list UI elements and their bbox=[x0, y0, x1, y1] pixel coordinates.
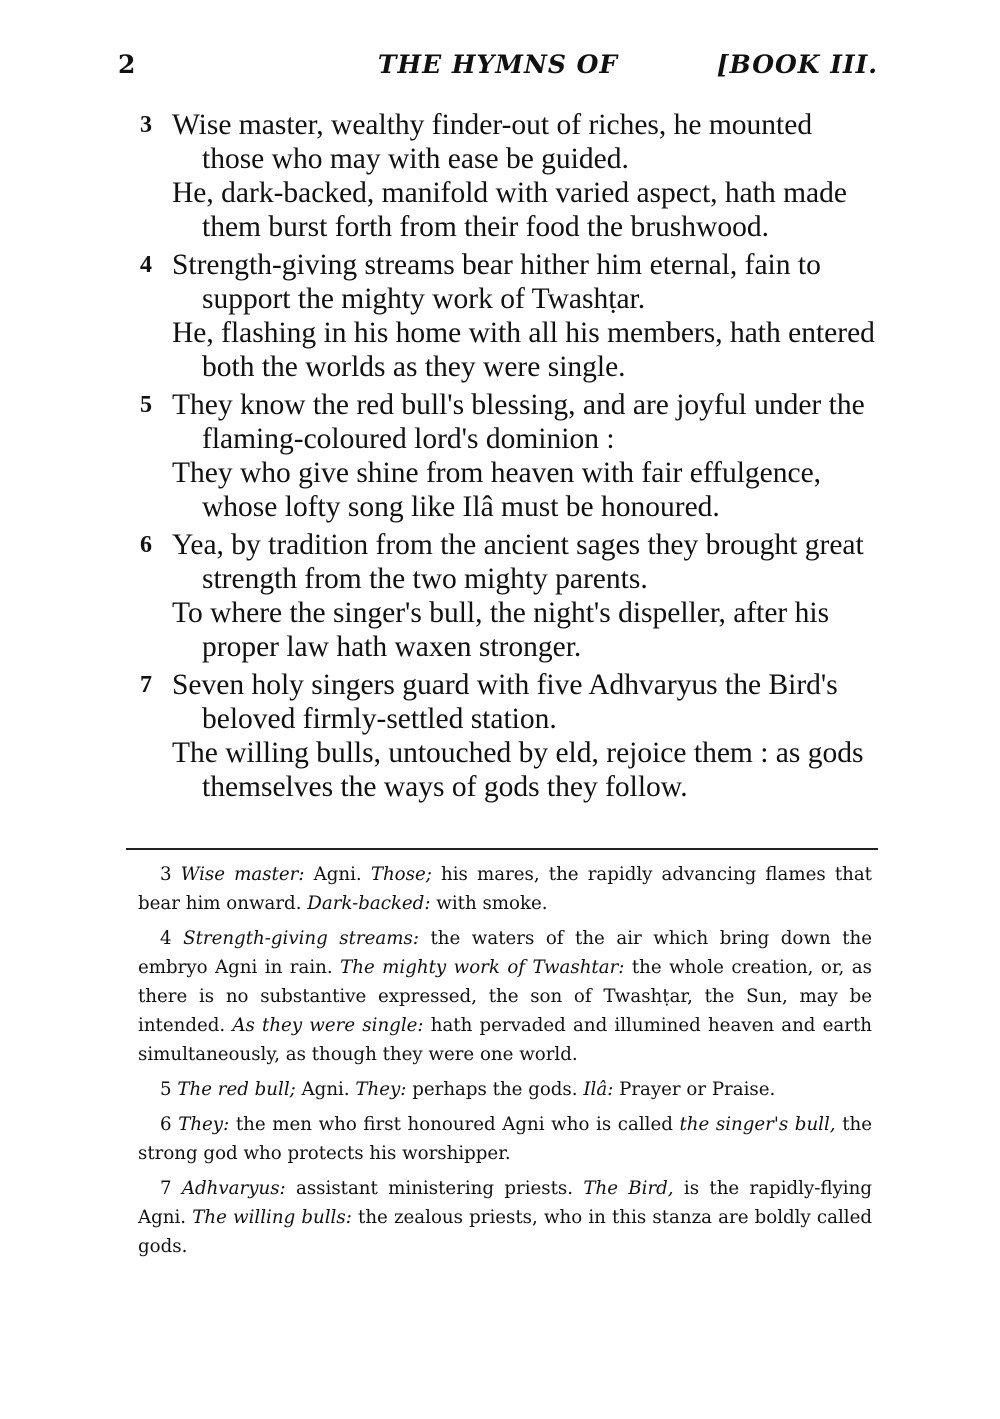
footnote-text: is the rapidly-flying Agni. bbox=[138, 1178, 872, 1228]
page-number: 2 bbox=[118, 50, 137, 79]
footnote-text: Agni. bbox=[295, 1079, 356, 1100]
footnote-text: his mares, the rapidly advancing flames that bear him onward. bbox=[138, 864, 872, 914]
running-title: THE HYMNS OF bbox=[377, 50, 619, 79]
footnote-7 bbox=[138, 1174, 872, 1261]
footnote-divider bbox=[126, 848, 878, 850]
footnote-text: perhaps the gods. bbox=[406, 1079, 584, 1100]
verse-number: 6 bbox=[140, 532, 152, 558]
footnote-number: 3 bbox=[160, 864, 172, 885]
footnote-term: Strength-giving streams: bbox=[183, 928, 419, 949]
footnote-term: The willing bulls: bbox=[192, 1207, 352, 1228]
verse-number: 4 bbox=[140, 252, 152, 278]
hymn-verses bbox=[140, 108, 880, 808]
book-label: [BOOK III. bbox=[716, 50, 878, 79]
footnote-term: Dark-backed: bbox=[307, 893, 431, 914]
verse-6 bbox=[140, 528, 880, 664]
footnote-term: Those; bbox=[370, 864, 432, 885]
verse-first-half: They know the red bull's blessing, and are joyful under the flaming-coloured lord's dominion : bbox=[172, 389, 865, 455]
footnote-text: Agni. bbox=[304, 864, 371, 885]
footnote-term: Ilâ: bbox=[583, 1079, 614, 1100]
footnote-5 bbox=[138, 1075, 872, 1104]
footnote-text: Prayer or Praise. bbox=[613, 1079, 776, 1100]
footnote-text: the zealous priests, who in this stanza are boldly called gods. bbox=[138, 1207, 872, 1257]
verse-number: 3 bbox=[140, 112, 152, 138]
footnote-text: hath pervaded and illumined heaven and earth simultaneously, as though they were one world. bbox=[138, 1015, 872, 1065]
footnote-term: As they were single: bbox=[232, 1015, 424, 1036]
footnote-number: 4 bbox=[160, 928, 172, 949]
footnote-4 bbox=[138, 924, 872, 1069]
verse-3 bbox=[140, 108, 880, 244]
footnote-text: assistant ministering priests. bbox=[285, 1178, 584, 1199]
footnote-text: with smoke. bbox=[430, 893, 548, 914]
footnote-term: Wise master: bbox=[180, 864, 305, 885]
footnote-6 bbox=[138, 1110, 872, 1168]
verse-number: 5 bbox=[140, 392, 152, 418]
footnote-text: the whole creation, or, as there is no substantive expressed, the son of Twashṭar, the Sun, may be intended. bbox=[138, 957, 872, 1036]
footnotes bbox=[138, 860, 872, 1267]
running-header bbox=[118, 50, 878, 86]
footnote-term: The mighty work of Twashtar: bbox=[340, 957, 625, 978]
footnote-text: the strong god who protects his worshipper. bbox=[138, 1114, 872, 1164]
footnote-text: the men who first honoured Agni who is called bbox=[229, 1114, 680, 1135]
footnote-number: 7 bbox=[160, 1178, 172, 1199]
verse-second-half: He, dark-backed, manifold with varied aspect, hath made them burst forth from their food the brushwood. bbox=[172, 177, 847, 243]
verse-second-half: They who give shine from heaven with fair effulgence, whose lofty song like Ilâ must be honoured. bbox=[172, 457, 822, 523]
verse-second-half: The willing bulls, untouched by eld, rejoice them : as gods themselves the ways of gods they follow. bbox=[172, 737, 864, 803]
verse-4 bbox=[140, 248, 880, 384]
verse-number: 7 bbox=[140, 672, 152, 698]
footnote-term: Adhvaryus: bbox=[181, 1178, 286, 1199]
verse-second-half: He, flashing in his home with all his members, hath entered both the worlds as they were single. bbox=[172, 317, 875, 383]
footnote-text: the waters of the air which bring down the embryo Agni in rain. bbox=[138, 928, 872, 978]
verse-first-half: Strength-giving streams bear hither him eternal, fain to support the mighty work of Twashṭar. bbox=[172, 249, 821, 315]
verse-first-half: Yea, by tradition from the ancient sages they brought great strength from the two mighty parents. bbox=[172, 529, 864, 595]
footnote-term: The red bull; bbox=[177, 1079, 296, 1100]
verse-second-half: To where the singer's bull, the night's dispeller, after his proper law hath waxen stronger. bbox=[172, 597, 830, 663]
footnote-term: They: bbox=[355, 1079, 407, 1100]
verse-first-half: Wise master, wealthy finder-out of riches, he mounted those who may with ease be guided. bbox=[172, 109, 813, 175]
footnote-term: the singer's bull, bbox=[679, 1114, 836, 1135]
footnote-3 bbox=[138, 860, 872, 918]
verse-5 bbox=[140, 388, 880, 524]
footnote-number: 5 bbox=[160, 1079, 172, 1100]
footnote-term: They: bbox=[178, 1114, 230, 1135]
verse-first-half: Seven holy singers guard with five Adhvaryus the Bird's beloved firmly-settled station. bbox=[172, 669, 838, 735]
verse-7 bbox=[140, 668, 880, 804]
footnote-term: The Bird, bbox=[583, 1178, 674, 1199]
footnote-number: 6 bbox=[160, 1114, 172, 1135]
